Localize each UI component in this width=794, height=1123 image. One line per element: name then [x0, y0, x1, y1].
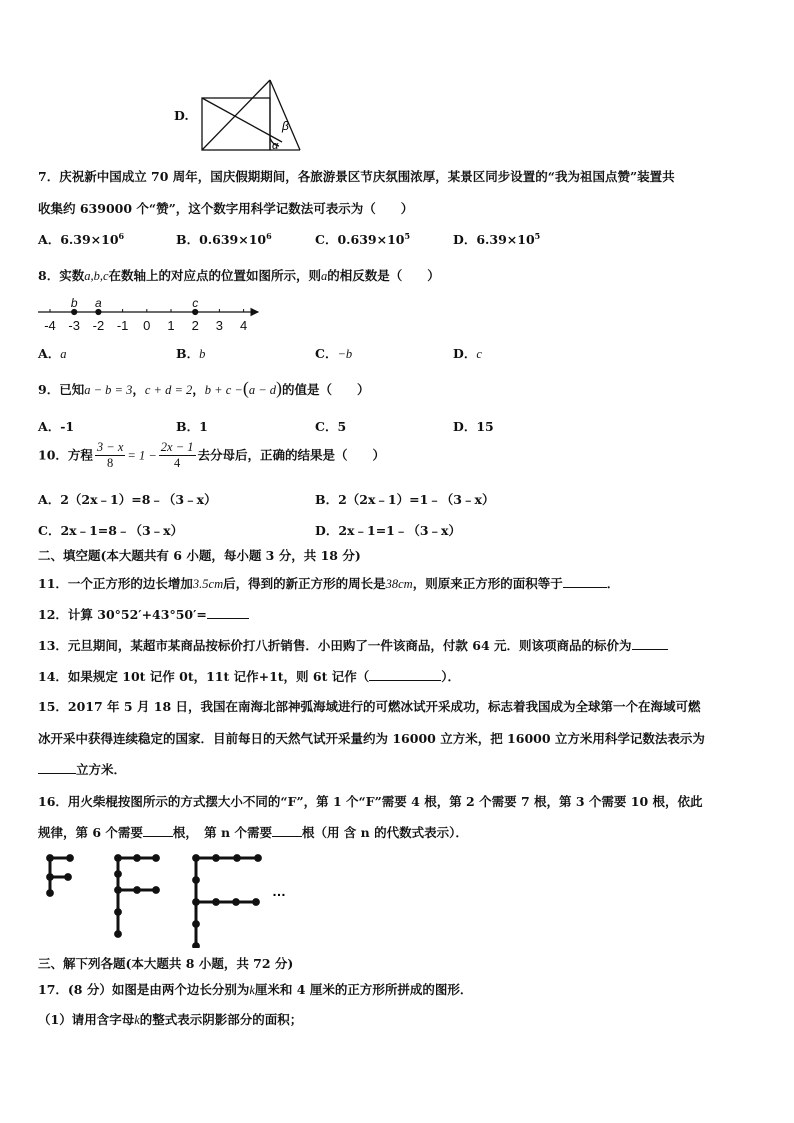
number-line-tick-label: 0 [143, 318, 151, 333]
q8-option-b[interactable]: B．b [176, 346, 206, 361]
q16-answer-blank-1[interactable] [143, 824, 173, 837]
q7-stem-line2: 收集约 639000 个“赞”，这个数字用科学记数法可表示为（ ） [38, 201, 414, 216]
q14-answer-blank[interactable] [369, 668, 441, 681]
q10-fraction-1: $\frac{3 - x}{8}$ [96, 440, 124, 470]
number-line-point-label-c: c [192, 296, 199, 310]
q7-option-c[interactable]: C．$0.639\times 10^5$ [315, 230, 411, 247]
number-line-tick-label: -4 [44, 318, 56, 333]
q14-stem: 14．如果规定 10t 记作 0t，11t 记作+1t，则 6t 记作（ ）． [38, 669, 460, 684]
ellipsis-text: … [272, 883, 286, 899]
q10-option-c[interactable]: C．2x﹣1=8﹣（3﹣x） [38, 523, 184, 538]
number-line-tick-label: -2 [92, 318, 105, 333]
number-line-point-label-b: b [70, 296, 78, 310]
number-line-point-label-a: a [95, 296, 102, 310]
rectangle-shape [202, 98, 270, 150]
q8-stem: 8．实数a,b,c在数轴上的对应点的位置如图所示，则a的相反数是（ ） [38, 268, 440, 283]
q9-option-a[interactable]: A．-1 [38, 419, 75, 434]
q15-stem-line2: 冰开采中获得连续稳定的国家．目前每日的天然气试开采量约为 16000 立方米，把 16000 立方米用科学记数法表示为 [38, 731, 705, 746]
matchstick-f-3 [194, 856, 261, 948]
q17-stem: 17．(8 分）如图是由两个边长分别为k厘米和 4 厘米的正方形所拼成的图形． [38, 982, 473, 997]
number-line-tick-label: -3 [68, 318, 80, 333]
q10-option-d[interactable]: D．2x﹣1=1﹣（3﹣x） [315, 523, 462, 538]
q7-option-a[interactable]: A．$6.39\times 10^6$ [38, 230, 125, 247]
number-line-point-b [72, 309, 77, 314]
q6-option-d-label: D. [174, 108, 189, 123]
q16-stem-line1: 16．用火柴棍按图所示的方式摆大小不同的“F”，第 1 个“F”需要 4 根，第 2 个需要 7 根，第 3 个需要 10 根，依此 [38, 794, 703, 809]
q13-stem: 13．元旦期间，某超市某商品按标价打八折销售．小田购了一件该商品，付款 64 元．则该项商品的标价为 [38, 636, 668, 654]
q8-option-a[interactable]: A．a [38, 346, 67, 361]
section-2-heading: 二、填空题(本大题共有 6 小题，每小题 3 分，共 18 分) [38, 548, 361, 563]
q8-number-line [36, 294, 266, 334]
q9-stem: 9．已知a − b = 3，c + d = 2，b + c −(a − d)的值是（ ） [38, 378, 370, 398]
number-line-tick-label: -1 [116, 318, 129, 333]
q16-matchstick-figure [40, 850, 310, 948]
q10-stem: 10．方程 $\frac{3 - x}{8}$ = 1 − $\frac{2x - 1}{4}$ 去分母后，正确的结果是（ ） [38, 440, 386, 470]
angle-beta-label: β [282, 119, 289, 133]
q16-stem-line2: 规律，第 6 个需要 根， 第 n 个需要 根（用 含 n 的代数式表示）． [38, 825, 468, 840]
diagonal-line-1 [202, 80, 270, 150]
q13-answer-blank[interactable] [632, 637, 668, 650]
number-line-tick-label: 1 [167, 318, 175, 333]
q9-option-b[interactable]: B．1 [176, 419, 208, 434]
number-line-tick-label: 4 [239, 318, 248, 333]
q11-stem: 11．一个正方形的边长增加3.5cm后，得到的新正方形的周长是38cm，则原来正方形的面积等于 ． [38, 576, 620, 591]
q10-fraction-2: $\frac{2x - 1}{4}$ [160, 440, 194, 470]
q12-stem: 12．计算 30°52′+43°50′= [38, 605, 249, 623]
number-line-arrow [251, 309, 258, 316]
q12-answer-blank[interactable] [207, 606, 249, 619]
number-line-point-c [193, 309, 198, 314]
number-line-point-a [96, 309, 101, 314]
q7-stem-line1: 7．庆祝新中国成立 70 周年，国庆假期期间，各旅游景区节庆氛围浓厚，某景区同步设置的“我为祖国点赞”装置共 [38, 169, 675, 184]
q9-option-c[interactable]: C．5 [315, 419, 347, 434]
q16-answer-blank-2[interactable] [272, 824, 302, 837]
q8-option-c[interactable]: C．−b [315, 346, 353, 361]
q7-option-d[interactable]: D．$6.39\times 10^5$ [453, 230, 541, 247]
matchstick-f-1 [48, 856, 73, 896]
q6-option-d-figure [196, 78, 306, 156]
q15-stem-line3: 立方米． [38, 760, 126, 778]
q17-sub1: （1）请用含字母k的整式表示阴影部分的面积； [38, 1012, 303, 1027]
q15-answer-blank[interactable] [38, 761, 76, 774]
angle-alpha-label: α [272, 140, 279, 152]
q10-option-b[interactable]: B．2（2x﹣1）=1﹣（3﹣x） [315, 492, 495, 507]
q10-option-a[interactable]: A．2（2x﹣1）=8﹣（3﹣x） [38, 492, 217, 507]
number-line-tick-label: 2 [191, 318, 199, 333]
q7-option-b[interactable]: B．$0.639\times 10^6$ [176, 230, 272, 247]
q8-option-d[interactable]: D．c [453, 346, 482, 361]
section-3-heading: 三、解下列各题(本大题共 8 小题，共 72 分) [38, 956, 294, 971]
q9-option-d[interactable]: D．15 [453, 419, 494, 434]
q11-answer-blank[interactable] [563, 575, 607, 588]
matchstick-f-2 [116, 856, 159, 937]
q15-stem-line1: 15．2017 年 5 月 18 日，我国在南海北部神弧海域进行的可燃冰试开采成功，标志着我国成为全球第一个在海域可燃 [38, 699, 701, 714]
number-line-tick-label: 3 [215, 318, 224, 333]
